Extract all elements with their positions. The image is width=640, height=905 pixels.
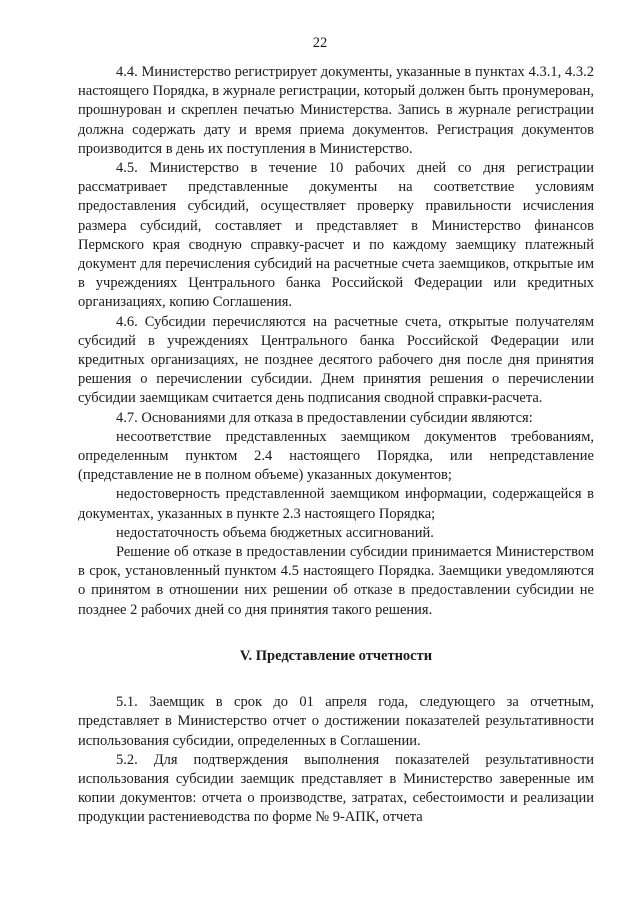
page-number: 22 bbox=[312, 35, 328, 51]
refusal-reason-1: несоответствие представленных заемщиком документов требованиям, определенным пунктом 2.4 настоящего Порядка, или непредставление (представление не в полном объеме) указанных документов; bbox=[78, 428, 594, 484]
refusal-decision-paragraph: Решение об отказе в предоставлении субсидии принимается Министерством в срок, установленный пунктом 4.5 настоящего Порядка. Заемщики уведомляются о принятом в отношении них решении об отказе в предоставлении субсидии не позднее 2 рабочих дней со дня принятия такого решения. bbox=[78, 544, 594, 618]
section-title: V. Представление отчетности bbox=[239, 647, 433, 664]
refusal-reason-3: недостаточность объема бюджетных ассигнований. bbox=[116, 524, 434, 541]
paragraph-5-1: 5.1. Заемщик в срок до 01 апреля года, следующего за отчетным, представляет в Министерство отчет о достижении показателей результативности использования субсидии, определенных в Соглашении. bbox=[78, 694, 594, 749]
paragraph-4-5: 4.5. Министерство в течение 10 рабочих дней со дня регистрации рассматривает представленные документы на соответствие условиям предоставления субсидий, осуществляет проверку правильности исчисления размера субсидий, составляет и представляет в Министерство финансов Пермского края сводную справку-расчет и по каждому заемщику платежный документ для перечисления субсидий на расчетные счета заемщиков, открытые им в учреждениях Центрального банка Российской Федерации или кредитных организациях, копию Соглашения. bbox=[78, 160, 594, 311]
document-body bbox=[78, 63, 594, 828]
paragraph-4-4: 4.4. Министерство регистрирует документы, указанные в пунктах 4.3.1, 4.3.2 настоящего Порядка, в журнале регистрации, который должен быть пронумерован, прошнурован и скреплен печатью Министерства. Запись в журнале регистрации должна содержать дату и время приема документов. Регистрация документов производится в день их поступления в Министерство. bbox=[78, 64, 594, 157]
paragraph-5-2: 5.2. Для подтверждения выполнения показателей результативности использования субсидии заемщик представляет в Министерство заверенные им копии документов: отчета о производстве, затратах, себестоимости и реализации продукции растениеводства по форме № 9-АПК, отчета bbox=[78, 751, 594, 826]
paragraph-4-6: 4.6. Субсидии перечисляются на расчетные счета, открытые получателям субсидий в учреждениях Центрального банка Российской Федерации или кредитных организациях, не позднее десятого рабочего дня после дня принятия решения о перечислении субсидии. Днем принятия решения о перечислении субсидии заемщикам считается день подписания сводной справки-расчета. bbox=[78, 313, 594, 407]
paragraph-4-7: 4.7. Основаниями для отказа в предоставлении субсидии являются: bbox=[116, 409, 533, 426]
refusal-reason-2: недостоверность представленной заемщиком информации, содержащейся в документах, указанных в пункте 2.3 настоящего Порядка; bbox=[78, 486, 594, 522]
